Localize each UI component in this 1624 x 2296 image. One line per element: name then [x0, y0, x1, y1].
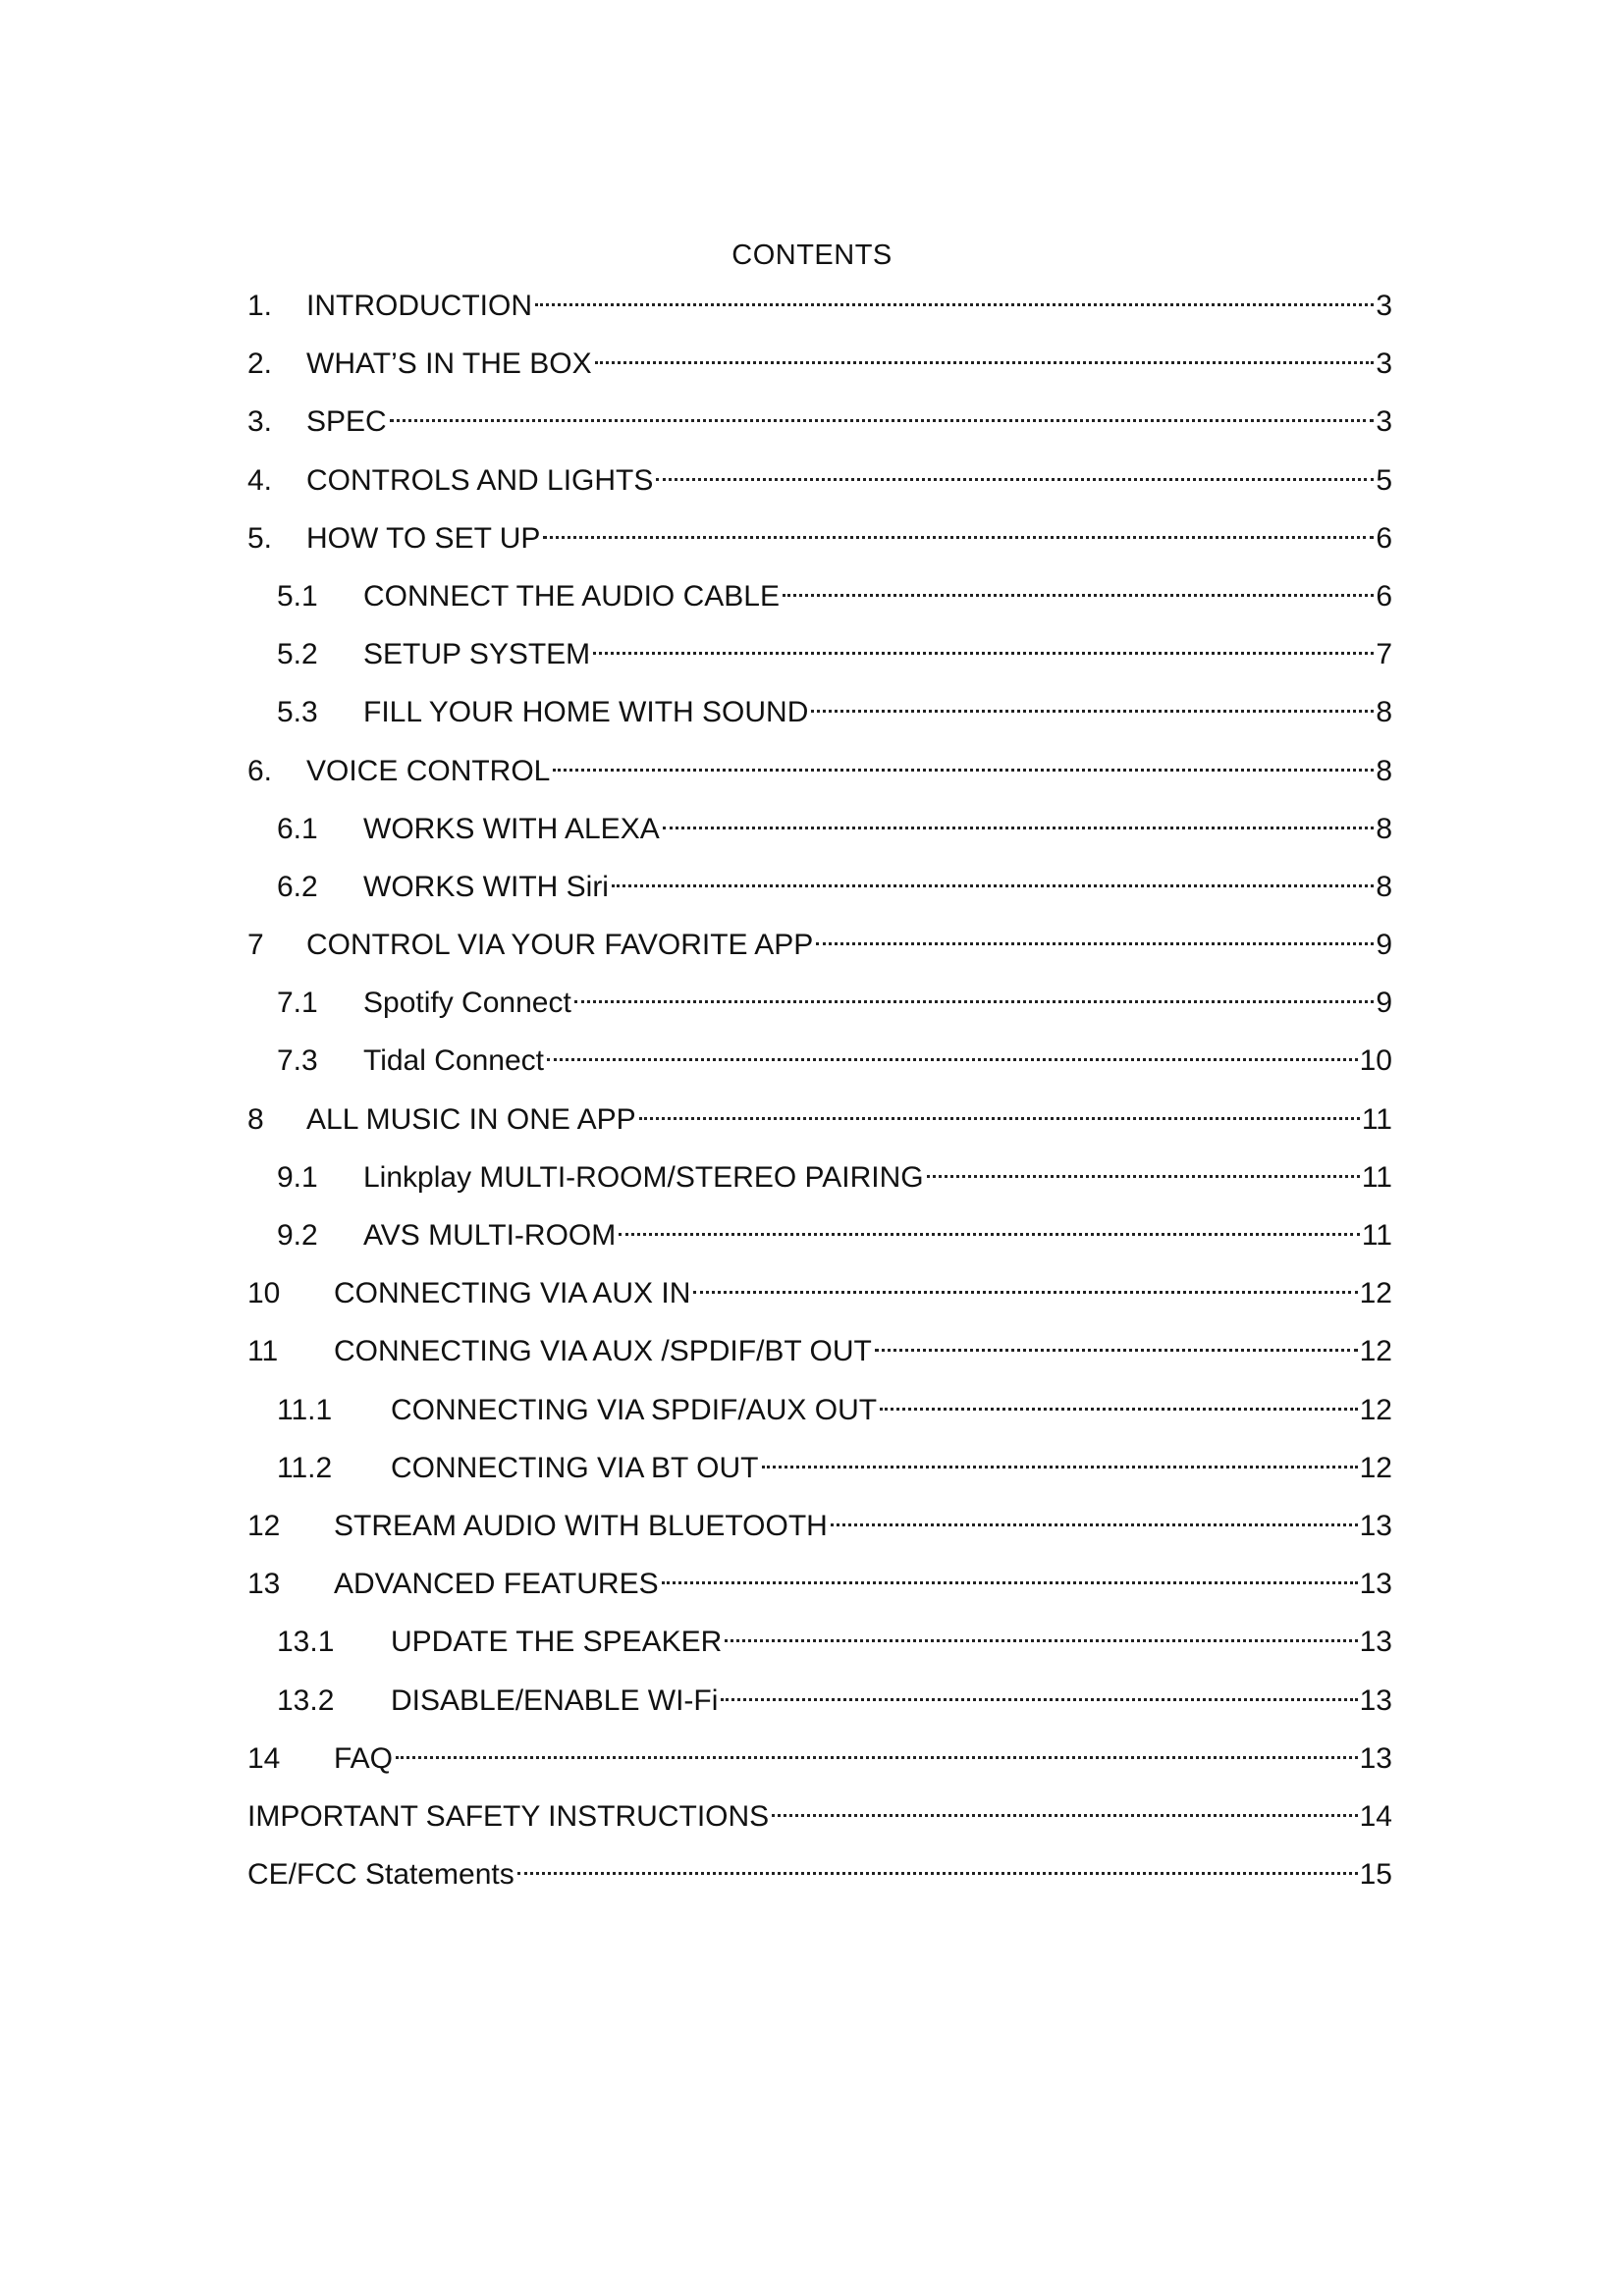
toc-entry — [247, 1148, 1392, 1205]
toc-entry-page-number: 8 — [1376, 696, 1392, 729]
toc-entry-page-number: 13 — [1359, 1509, 1392, 1542]
toc-entry-number: 5. — [247, 521, 273, 555]
toc-entry — [247, 1496, 1392, 1554]
dot-leader — [619, 1205, 1360, 1245]
toc-entry-page-number: 11 — [1361, 1219, 1392, 1252]
toc-entry-page-number: 11 — [1361, 1160, 1392, 1194]
toc-entry-page-number: 15 — [1359, 1858, 1392, 1892]
toc-entry-label: ADVANCED FEATURES — [334, 1568, 659, 1601]
dot-leader — [535, 276, 1374, 315]
dot-leader — [693, 1263, 1357, 1303]
dot-leader — [593, 624, 1374, 664]
toc-entry-label: DISABLE/ENABLE WI-Fi — [391, 1683, 719, 1717]
dot-leader — [595, 334, 1375, 373]
toc-entry-page-number: 13 — [1359, 1568, 1392, 1601]
toc-entry — [247, 741, 1392, 799]
toc-entry-label: CE/FCC Statements — [247, 1858, 514, 1892]
toc-entry — [247, 1671, 1392, 1729]
toc-entry-label: CONNECT THE AUDIO CABLE — [363, 579, 780, 613]
toc-entry-label: FAQ — [334, 1741, 394, 1775]
toc-entry-label: CONNECTING VIA AUX IN — [334, 1277, 691, 1310]
toc-entry-number: 12 — [247, 1509, 281, 1542]
toc-entry-page-number: 6 — [1376, 521, 1392, 555]
toc-entry-page-number: 13 — [1359, 1626, 1392, 1659]
toc-entry-page-number: 12 — [1359, 1451, 1392, 1484]
toc-entry — [247, 1438, 1392, 1496]
toc-entry-page-number: 11 — [1361, 1102, 1392, 1136]
toc-entry-page-number: 12 — [1359, 1277, 1392, 1310]
toc-entry-label: ALL MUSIC IN ONE APP — [306, 1102, 636, 1136]
toc-entry-label: CONNECTING VIA SPDIF/AUX OUT — [391, 1393, 878, 1426]
toc-entry — [247, 857, 1392, 915]
toc-entry-number: 6.1 — [277, 812, 318, 845]
dot-leader — [663, 799, 1375, 838]
toc-entry-number: 6.2 — [277, 870, 318, 903]
dot-leader — [811, 682, 1374, 721]
dot-leader — [553, 741, 1374, 780]
toc-entry-number: 14 — [247, 1741, 281, 1775]
toc-entry-number: 7 — [247, 929, 264, 962]
toc-entry-number: 6. — [247, 754, 273, 787]
toc-entry — [247, 508, 1392, 566]
dot-leader — [547, 1031, 1358, 1070]
toc-entry-page-number: 3 — [1376, 405, 1392, 439]
toc-entry-page-number: 13 — [1359, 1683, 1392, 1717]
toc-entry — [247, 1729, 1392, 1787]
toc-entry — [247, 392, 1392, 450]
toc-entry-label: UPDATE THE SPEAKER — [391, 1626, 723, 1659]
toc-entry-number: 3. — [247, 405, 273, 439]
toc-entry-label: CONNECTING VIA AUX /SPDIF/BT OUT — [334, 1335, 872, 1368]
toc-entry-page-number: 8 — [1376, 812, 1392, 845]
toc-entry-number: 9.1 — [277, 1160, 318, 1194]
toc-entry-number: 7.1 — [277, 987, 318, 1020]
table-of-contents — [247, 276, 1392, 1902]
dot-leader — [543, 508, 1374, 548]
toc-entry-number: 9.2 — [277, 1219, 318, 1252]
toc-entry-number: 1. — [247, 290, 273, 322]
toc-entry-label: Spotify Connect — [363, 987, 571, 1020]
dot-leader — [725, 1612, 1357, 1651]
dot-leader — [831, 1496, 1358, 1535]
toc-entry-number: 13.2 — [277, 1683, 335, 1717]
toc-entry-label: WORKS WITH ALEXA — [363, 812, 660, 845]
dot-leader — [772, 1787, 1357, 1826]
page-title: CONTENTS — [731, 240, 893, 271]
dot-leader — [612, 857, 1374, 896]
toc-entry-label: CONTROLS AND LIGHTS — [306, 463, 654, 497]
toc-entry — [247, 799, 1392, 857]
toc-entry-label: IMPORTANT SAFETY INSTRUCTIONS — [247, 1799, 770, 1833]
toc-entry-number: 2. — [247, 347, 273, 381]
toc-entry-page-number: 12 — [1359, 1393, 1392, 1426]
dot-leader — [816, 915, 1374, 954]
toc-entry-number: 11.2 — [277, 1451, 333, 1484]
toc-entry-label: Linkplay MULTI-ROOM/STEREO PAIRING — [363, 1160, 924, 1194]
toc-entry-page-number: 12 — [1359, 1335, 1392, 1368]
dot-leader — [783, 566, 1374, 606]
toc-entry — [247, 915, 1392, 973]
toc-entry — [247, 1263, 1392, 1321]
toc-entry — [247, 276, 1392, 334]
toc-entry-label: WORKS WITH Siri — [363, 870, 609, 903]
toc-entry — [247, 973, 1392, 1031]
toc-entry-number: 10 — [247, 1277, 281, 1310]
dot-leader — [662, 1554, 1358, 1593]
toc-entry — [247, 1090, 1392, 1148]
toc-entry-label: INTRODUCTION — [306, 290, 532, 322]
toc-entry-label: FILL YOUR HOME WITH SOUND — [363, 696, 809, 729]
toc-entry-number: 11.1 — [277, 1393, 333, 1426]
toc-entry — [247, 682, 1392, 740]
toc-entry — [247, 566, 1392, 624]
toc-entry — [247, 1787, 1392, 1844]
toc-entry-label: CONTROL VIA YOUR FAVORITE APP — [306, 929, 814, 962]
toc-entry-label: VOICE CONTROL — [306, 754, 551, 787]
toc-entry — [247, 1612, 1392, 1670]
toc-entry-page-number: 3 — [1376, 347, 1392, 381]
toc-entry-page-number: 9 — [1376, 987, 1392, 1020]
toc-entry — [247, 1321, 1392, 1379]
dot-leader — [390, 392, 1375, 431]
toc-entry-page-number: 6 — [1376, 579, 1392, 613]
toc-entry-page-number: 3 — [1376, 290, 1392, 322]
toc-entry — [247, 624, 1392, 682]
toc-entry-page-number: 9 — [1376, 929, 1392, 962]
toc-entry-number: 5.1 — [277, 579, 318, 613]
toc-entry-number: 5.3 — [277, 696, 318, 729]
toc-entry-label: HOW TO SET UP — [306, 521, 541, 555]
dot-leader — [574, 973, 1375, 1012]
dot-leader — [762, 1438, 1358, 1477]
toc-entry — [247, 451, 1392, 508]
toc-entry-label: CONNECTING VIA BT OUT — [391, 1451, 759, 1484]
toc-entry-label: SETUP SYSTEM — [363, 638, 591, 671]
dot-leader — [927, 1148, 1360, 1187]
toc-entry-number: 4. — [247, 463, 273, 497]
toc-entry — [247, 334, 1392, 392]
toc-entry-number: 5.2 — [277, 638, 318, 671]
toc-entry-label: STREAM AUDIO WITH BLUETOOTH — [334, 1509, 828, 1542]
toc-entry-page-number: 7 — [1376, 638, 1392, 671]
dot-leader — [517, 1844, 1358, 1884]
toc-entry-number: 13 — [247, 1568, 281, 1601]
dot-leader — [639, 1090, 1360, 1129]
toc-entry-page-number: 8 — [1376, 870, 1392, 903]
toc-entry-number: 13.1 — [277, 1626, 335, 1659]
toc-entry-number: 11 — [247, 1335, 279, 1368]
dot-leader — [880, 1380, 1358, 1419]
toc-entry-page-number: 10 — [1359, 1044, 1392, 1078]
toc-entry-number: 7.3 — [277, 1044, 318, 1078]
toc-entry — [247, 1844, 1392, 1902]
toc-entry — [247, 1554, 1392, 1612]
dot-leader — [721, 1671, 1357, 1710]
toc-entry-label: WHAT’S IN THE BOX — [306, 347, 592, 381]
toc-entry-page-number: 14 — [1359, 1799, 1392, 1833]
toc-entry-label: SPEC — [306, 405, 387, 439]
toc-entry — [247, 1031, 1392, 1089]
dot-leader — [875, 1321, 1358, 1361]
toc-entry-page-number: 8 — [1376, 754, 1392, 787]
dot-leader — [396, 1729, 1358, 1768]
toc-entry — [247, 1205, 1392, 1263]
toc-entry-label: Tidal Connect — [363, 1044, 544, 1078]
dot-leader — [656, 451, 1374, 490]
toc-entry-label: AVS MULTI-ROOM — [363, 1219, 617, 1252]
toc-entry-page-number: 13 — [1359, 1741, 1392, 1775]
toc-entry-number: 8 — [247, 1102, 264, 1136]
toc-entry — [247, 1380, 1392, 1438]
toc-entry-page-number: 5 — [1376, 463, 1392, 497]
